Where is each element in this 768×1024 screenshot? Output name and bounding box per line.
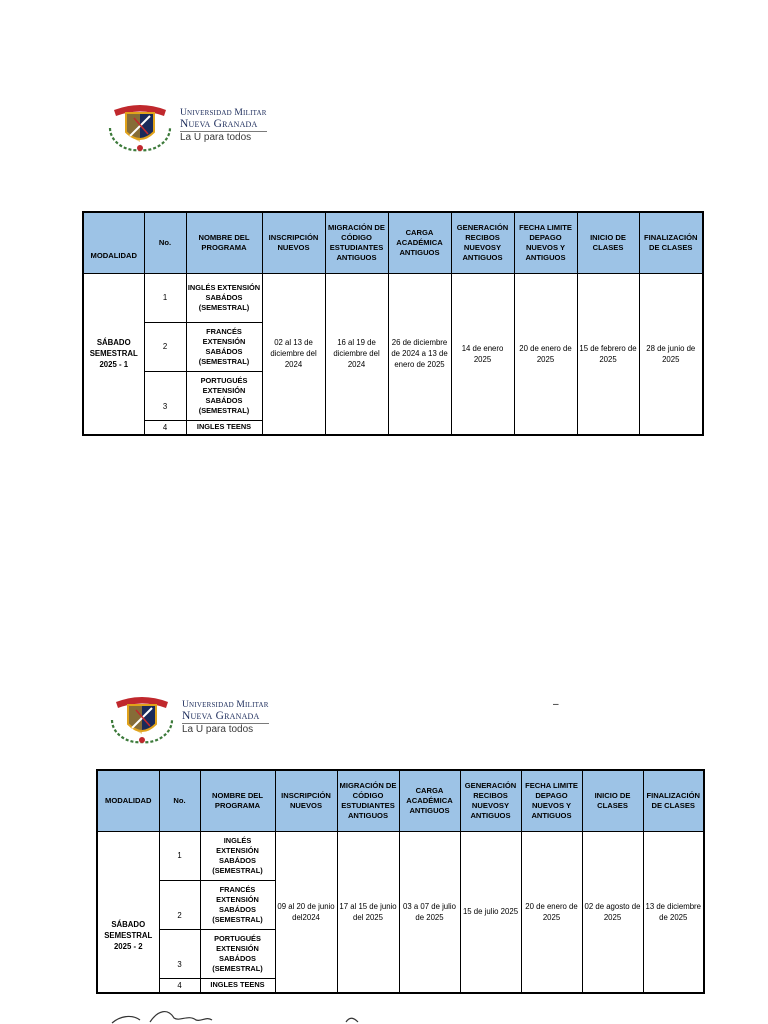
migracion-cell: 16 al 19 de diciembre del 2024: [325, 273, 388, 435]
header-inscripcion: INSCRIPCIÓN NUEVOS: [275, 770, 337, 831]
university-name-line2: Nueva Granada: [182, 711, 269, 725]
header-fecha-limite: FECHA LIMITE DEPAGO NUEVOS Y ANTIGUOS: [521, 770, 582, 831]
program-name: PORTUGUÉS EXTENSIÓN SABÁDOS (SEMESTRAL): [200, 929, 275, 978]
header-migracion: MIGRACIÓN DE CÓDIGO ESTUDIANTES ANTIGUOS: [337, 770, 399, 831]
program-name: INGLES TEENS: [186, 420, 262, 435]
header-inscripcion: INSCRIPCIÓN NUEVOS: [262, 212, 325, 273]
program-number: 1: [159, 831, 200, 880]
header-generacion: GENERACIÓN RECIBOS NUEVOSY ANTIGUOS: [451, 212, 514, 273]
header-fecha-limite: FECHA LIMITE DEPAGO NUEVOS Y ANTIGUOS: [514, 212, 577, 273]
table-row: [97, 831, 704, 880]
finalizacion-cell: 13 de diciembre de 2025: [643, 831, 704, 993]
program-number: 4: [144, 420, 186, 435]
calendar-table-2025-1: [82, 211, 704, 436]
program-number: 3: [144, 371, 186, 420]
header-inicio: INICIO DE CLASES: [582, 770, 643, 831]
stray-mark: –: [553, 699, 559, 710]
generacion-cell: 15 de julio 2025: [460, 831, 521, 993]
carga-cell: 26 de diciembre de 2024 a 13 de enero de 2025: [388, 273, 451, 435]
inicio-cell: 02 de agosto de 2025: [582, 831, 643, 993]
program-number: 3: [159, 929, 200, 978]
migracion-cell: 17 al 15 de junio del 2025: [337, 831, 399, 993]
program-name: INGLÉS EXTENSIÓN SABÁDOS (SEMESTRAL): [200, 831, 275, 880]
program-number: 2: [159, 880, 200, 929]
program-name: PORTUGUÉS EXTENSIÓN SABÁDOS (SEMESTRAL): [186, 371, 262, 420]
header-modalidad: MODALIDAD: [97, 770, 159, 831]
university-logo: [104, 98, 267, 154]
modalidad-cell: SÁBADO SEMESTRAL 2025 - 2: [97, 831, 159, 993]
inscripcion-cell: 02 al 13 de diciembre del 2024: [262, 273, 325, 435]
header-migracion: MIGRACIÓN DE CÓDIGO ESTUDIANTES ANTIGUOS: [325, 212, 388, 273]
calendar-table-2025-2: [96, 769, 705, 994]
modalidad-cell: SÁBADO SEMESTRAL 2025 - 1: [83, 273, 144, 435]
generacion-cell: 14 de enero 2025: [451, 273, 514, 435]
program-number: 2: [144, 322, 186, 371]
header-finalizacion: FINALIZACIÓN DE CLASES: [639, 212, 703, 273]
header-programa: NOMBRE DEL PROGRAMA: [200, 770, 275, 831]
header-modalidad: MODALIDAD: [83, 212, 144, 273]
university-tagline: La U para todos: [182, 724, 254, 735]
program-number: 1: [144, 273, 186, 322]
program-name: FRANCÉS EXTENSIÓN SABÁDOS (SEMESTRAL): [186, 322, 262, 371]
university-name-line1: Universidad Militar: [180, 108, 267, 118]
header-carga: CARGA ACADÉMICA ANTIGUOS: [388, 212, 451, 273]
university-logo: [106, 690, 269, 746]
header-row: [97, 770, 704, 831]
university-tagline: La U para todos: [180, 132, 252, 143]
crest-icon: [106, 690, 178, 746]
header-row: [83, 212, 703, 273]
header-finalizacion: FINALIZACIÓN DE CLASES: [643, 770, 704, 831]
header-no: No.: [144, 212, 186, 273]
program-name: INGLES TEENS: [200, 978, 275, 993]
fecha-limite-cell: 20 de enero de 2025: [521, 831, 582, 993]
table-row: [83, 273, 703, 322]
program-name: INGLÉS EXTENSIÓN SABÁDOS (SEMESTRAL): [186, 273, 262, 322]
header-programa: NOMBRE DEL PROGRAMA: [186, 212, 262, 273]
university-name-line1: Universidad Militar: [182, 700, 269, 710]
program-number: 4: [159, 978, 200, 993]
carga-cell: 03 a 07 de julio de 2025: [399, 831, 460, 993]
header-inicio: INICIO DE CLASES: [577, 212, 639, 273]
inicio-cell: 15 de febrero de 2025: [577, 273, 639, 435]
university-name-line2: Nueva Granada: [180, 119, 267, 133]
crest-icon: [104, 98, 176, 154]
inscripcion-cell: 09 al 20 de junio del2024: [275, 831, 337, 993]
finalizacion-cell: 28 de junio de 2025: [639, 273, 703, 435]
program-name: FRANCÉS EXTENSIÓN SABÁDOS (SEMESTRAL): [200, 880, 275, 929]
header-no: No.: [159, 770, 200, 831]
header-generacion: GENERACIÓN RECIBOS NUEVOSY ANTIGUOS: [460, 770, 521, 831]
header-carga: CARGA ACADÉMICA ANTIGUOS: [399, 770, 460, 831]
fecha-limite-cell: 20 de enero de 2025: [514, 273, 577, 435]
handwritten-signature: [110, 1008, 370, 1024]
